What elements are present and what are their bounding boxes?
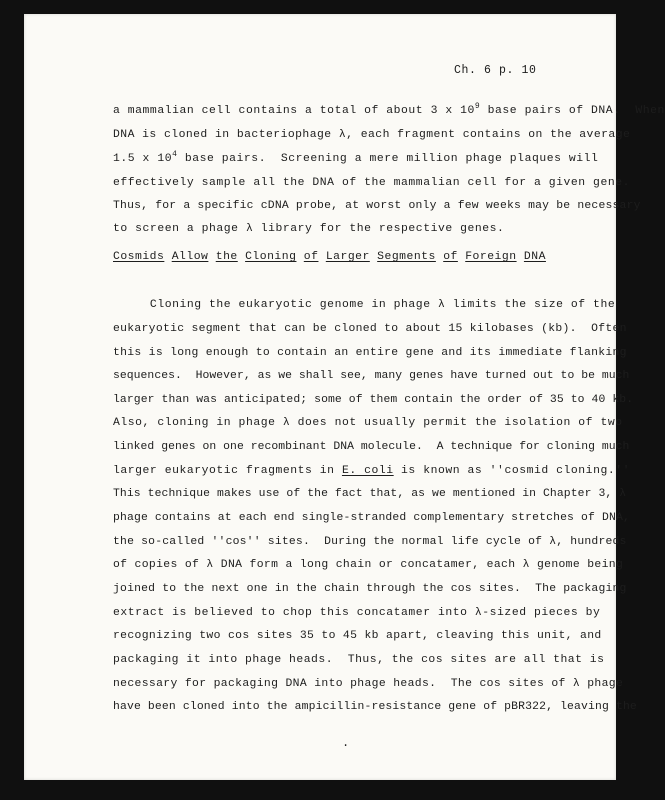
paragraph-2-line-4: sequences. However, as we shall see, many genes have turned out to be much — [113, 370, 630, 382]
paragraph-2-line-5: larger than was anticipated; some of them contain the order of 35 to 40 kb. — [113, 394, 634, 406]
paragraph-2-line-16: packaging it into phage heads. Thus, the cos sites are all that is — [113, 654, 605, 666]
paragraph-1-line-5: Thus, for a specific cDNA probe, at worst only a few weeks may be necessary — [113, 200, 641, 212]
paragraph-2-line-11: the so-called ''cos'' sites. During the normal life cycle of λ, hundreds — [113, 536, 627, 548]
exponent-9: 9 — [474, 102, 481, 111]
paragraph-1-line-6: to screen a phage λ library for the respective genes. — [113, 223, 505, 235]
section-heading: Cosmids Allow the Cloning of Larger Segments of Foreign DNA — [113, 251, 546, 263]
paragraph-1-line-4: effectively sample all the DNA of the mammalian cell for a given gene. — [113, 177, 630, 189]
footer-mark: . — [342, 736, 350, 750]
paragraph-2-line-14: extract is believed to chop this concatamer into λ-sized pieces by — [113, 607, 601, 619]
paragraph-2-line-6: Also, cloning in phage λ does not usually permit the isolation of two — [113, 417, 623, 429]
paragraph-2-line-12: of copies of λ DNA form a long chain or concatamer, each λ genome being — [113, 559, 624, 571]
page-reference: Ch. 6 p. 10 — [454, 64, 537, 77]
paragraph-1-line-2: DNA is cloned in bacteriophage λ, each fragment contains on the average — [113, 129, 631, 141]
paragraph-2-line-1: Cloning the eukaryotic genome in phage λ limits the size of the — [113, 299, 616, 311]
paragraph-2-line-3: this is long enough to contain an entire gene and its immediate flanking — [113, 347, 627, 359]
paragraph-2-line-15: recognizing two cos sites 35 to 45 kb apart, cleaving this unit, and — [113, 630, 602, 642]
paragraph-2-line-7: linked genes on one recombinant DNA molecule. A technique for cloning much — [113, 441, 630, 453]
paragraph-2-line-9: This technique makes use of the fact that, as we mentioned in Chapter 3, λ — [113, 488, 627, 500]
paragraph-2-line-17: necessary for packaging DNA into phage heads. The cos sites of λ phage — [113, 678, 624, 690]
paragraph-1-line-3: 1.5 x $10^4$ base pairs. Screening a mere million phage plaques will — [113, 150, 599, 165]
paragraph-2-line-2: eukaryotic segment that can be cloned to about 15 kilobases (kb). Often — [113, 323, 627, 335]
paragraph-2-line-13: joined to the next one in the chain through the cos sites. The packaging — [113, 583, 627, 595]
paragraph-2-line-8: larger eukaryotic fragments in E. coli is known as ''cosmid cloning.'' — [113, 465, 630, 477]
paragraph-2-line-10: phage contains at each end single-stranded complementary stretches of DNA, — [113, 512, 630, 524]
species-name: E. coli — [341, 465, 394, 477]
exponent-4: 4 — [172, 150, 178, 159]
paragraph-1-line-1: a mammalian cell contains a total of about 3 x $10^9$ base pairs of DNA. When — [113, 102, 665, 117]
document-page — [24, 14, 665, 780]
paragraph-2-line-18: have been cloned into the ampicillin-resistance gene of pBR322, leaving the — [113, 701, 637, 713]
